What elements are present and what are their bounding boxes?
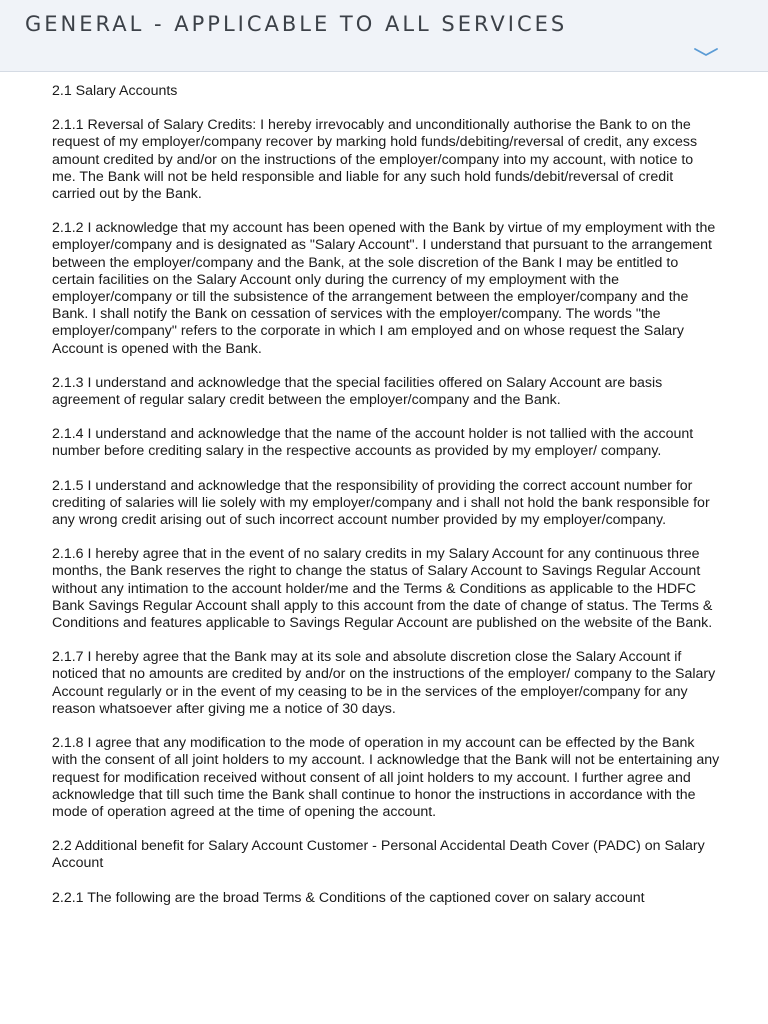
clause-2-1-6: 2.1.6 I hereby agree that in the event of no salary credits in my Salary Account for any continuous three months, the Bank reserves the right to change the status of Salary Account to Savings Regular Account without any intimation to the account holder/me and the Terms & Conditions as applicable to the HDFC Bank Savings Regular Account shall apply to this account from the date of change of status. The Terms & Conditions and features applicable to Savings Regular Account are published on the website of the Bank. [52,546,713,632]
document-body [52,83,720,924]
clause-2-1-5: 2.1.5 I understand and acknowledge that the responsibility of providing the correct account number for crediting of salaries will lie solely with my employer/company and i shall not hold the bank responsible for any wrong credit arising out of such incorrect account number provided by my employer/company. [52,477,710,529]
chevron-down-icon[interactable] [692,44,720,60]
section-title: GENERAL - APPLICABLE TO ALL SERVICES [25,12,568,36]
heading-2-2: 2.2 Additional benefit for Salary Account Customer - Personal Accidental Death Cover (PADC) on Salary Account [52,838,705,872]
clause-2-1-2: 2.1.2 I acknowledge that my account has been opened with the Bank by virtue of my employment with the employer/company and is designated as "Salary Account". I understand that pursuant to the arrangement between the employer/company and the Bank, at the sole discretion of the Bank I may be entitled to certain facilities on the Salary Account only during the currency of my employment with the employer/company or till the subsistence of the arrangement between the employer/company and the Bank. I shall notify the Bank on cessation of services with the employer/company. The words "the employer/company" refers to the corporate in which I am employed and on whose request the Salary Account is opened with the Bank. [52,220,716,357]
clause-2-1-8: 2.1.8 I agree that any modification to the mode of operation in my account can be effected by the Bank with the consent of all joint holders to my account. I acknowledge that the Bank will not be entertaining any request for modification received without consent of all joint holders to my account. I further agree and acknowledge that till such time the Bank shall continue to honor the instructions in accordance with the mode of operation agreed at the time of opening the account. [52,735,720,820]
clause-2-1-3: 2.1.3 I understand and acknowledge that the special facilities offered on Salary Account are basis agreement of regular salary credit between the employer/company and the Bank. [52,374,663,409]
clause-2-1-4: 2.1.4 I understand and acknowledge that the name of the account holder is not tallied with the account number before crediting salary in the respective accounts as provided by my employer/ company. [52,426,694,460]
clause-2-2-1: 2.2.1 The following are the broad Terms & Conditions of the captioned cover on salary account [52,889,645,906]
clause-2-1-1: 2.1.1 Reversal of Salary Credits: I hereby irrevocably and unconditionally authorise the Bank to on the request of my employer/company recover by marking hold funds/debiting/reversal of credit, any excess amount credited by and/or on the instructions of the employer/company into my account, with notice to me. The Bank will not be held responsible and liable for any such hold funds/debit/reversal of credit carried out by the Bank. [52,117,698,203]
section-header[interactable] [0,0,768,72]
clause-2-1-7: 2.1.7 I hereby agree that the Bank may at its sole and absolute discretion close the Salary Account if noticed that no amounts are credited by and/or on the instructions of the employer/ company to the Salary Account regularly or in the event of my ceasing to be in the services of the employer/company for any reason whatsoever after giving me a notice of 30 days. [52,649,716,717]
heading-2-1: 2.1 Salary Accounts [52,83,178,99]
